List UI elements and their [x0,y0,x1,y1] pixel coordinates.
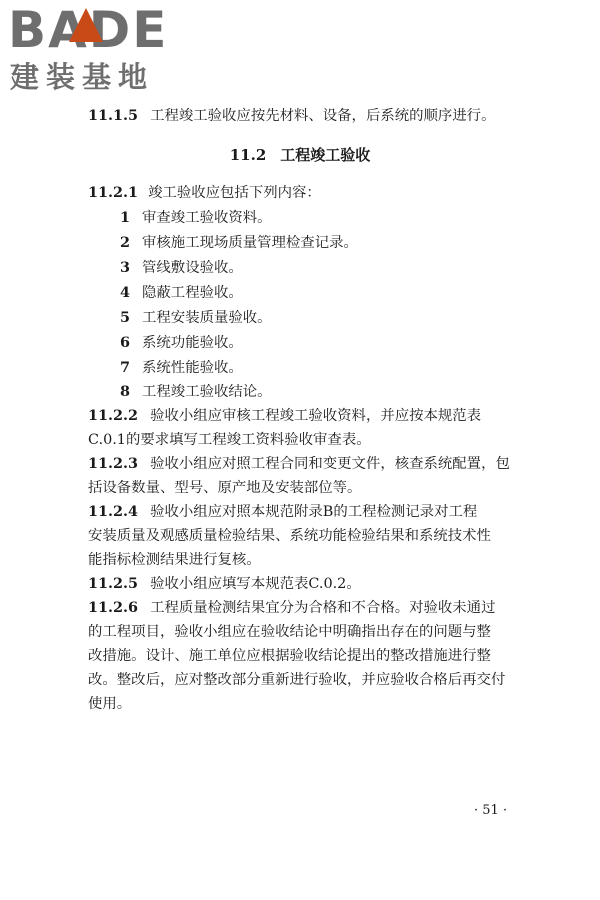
clause-text-cont: 安装质量及观感质量检验结果、系统功能检验结果和系统技术性 [88,528,491,544]
clause-text: 验收小组应对照本规范附录B的工程检测记录对工程 [150,504,478,520]
clause-text: 验收小组应填写本规范表C.0.2。 [150,576,361,592]
clause-number: 11.1.5 [88,107,139,124]
list-item [120,258,243,278]
clause-text: 验收小组应对照工程合同和变更文件，核查系统配置，包 [150,456,510,472]
logo-subtitle: 建装基地 [10,60,155,94]
bade-logo [8,2,183,97]
list-item [120,382,272,402]
item-text: 隐蔽工程验收。 [142,285,243,301]
section-title: 工程竣工验收 [280,146,371,164]
clause-number: 11.2.6 [88,599,139,616]
item-number: 4 [120,284,131,301]
clause-number: 11.2.4 [88,503,139,520]
list-item [120,333,243,353]
clause-number: 11.2.1 [88,184,139,201]
item-text: 审核施工现场质量管理检查记录。 [142,235,358,251]
item-number: 5 [120,309,131,326]
clause-11-2-5 [88,574,361,594]
clause-number: 11.2.3 [88,455,139,472]
clause-text-cont: 改措施。设计、施工单位应根据验收结论提出的整改措施进行整 [88,648,491,664]
list-item [120,208,272,228]
item-text: 审查竣工验收资料。 [142,210,272,226]
clause-11-2-1 [88,183,321,203]
clause-text: 工程竣工验收应按先材料、设备，后系统的顺序进行。 [150,108,496,124]
clause-text: 工程质量检测结果宜分为合格和不合格。对验收未通过 [150,600,496,616]
clause-text-cont: 改。整改后，应对整改部分重新进行验收，并应验收合格后再交付 [88,672,506,688]
list-item [120,358,243,378]
logo-triangle-icon [69,8,103,42]
clause-text-cont: 能指标检测结果进行复核。 [88,552,261,568]
clause-text-cont: 的工程项目，验收小组应在验收结论中明确指出存在的问题与整 [88,624,491,640]
clause-11-2-6 [88,598,495,618]
clause-number: 11.2.5 [88,575,139,592]
clause-11-2-4 [88,502,477,522]
clause-text-cont: 使用。 [88,696,132,712]
logo-text: BADE [8,1,169,59]
item-number: 2 [120,234,131,251]
clause-text-cont: C.0.1的要求填写工程竣工资料验收审查表。 [88,432,371,448]
section-number: 11.2 [229,146,267,164]
clause-text-cont: 括设备数量、型号、原产地及安装部位等。 [88,480,362,496]
item-text: 工程安装质量验收。 [142,310,272,326]
item-number: 3 [120,259,131,276]
section-heading [0,145,600,165]
item-text: 系统功能验收。 [142,335,243,351]
item-number: 8 [120,383,131,400]
item-number: 7 [120,359,131,376]
list-item [120,233,358,253]
clause-intro: 竣工验收应包括下列内容： [148,185,321,201]
list-item [120,308,272,328]
clause-number: 11.2.2 [88,407,139,424]
clause-11-2-3 [88,454,510,474]
list-item [120,283,243,303]
item-number: 6 [120,334,131,351]
clause-text: 验收小组应审核工程竣工验收资料，并应按本规范表 [150,408,482,424]
item-number: 1 [120,209,131,226]
page-number: · 51 · [474,803,508,818]
clause-11-1-5 [88,106,495,126]
item-text: 管线敷设验收。 [142,260,243,276]
item-text: 系统性能验收。 [142,360,243,376]
clause-11-2-2 [88,406,481,426]
item-text: 工程竣工验收结论。 [142,384,272,400]
